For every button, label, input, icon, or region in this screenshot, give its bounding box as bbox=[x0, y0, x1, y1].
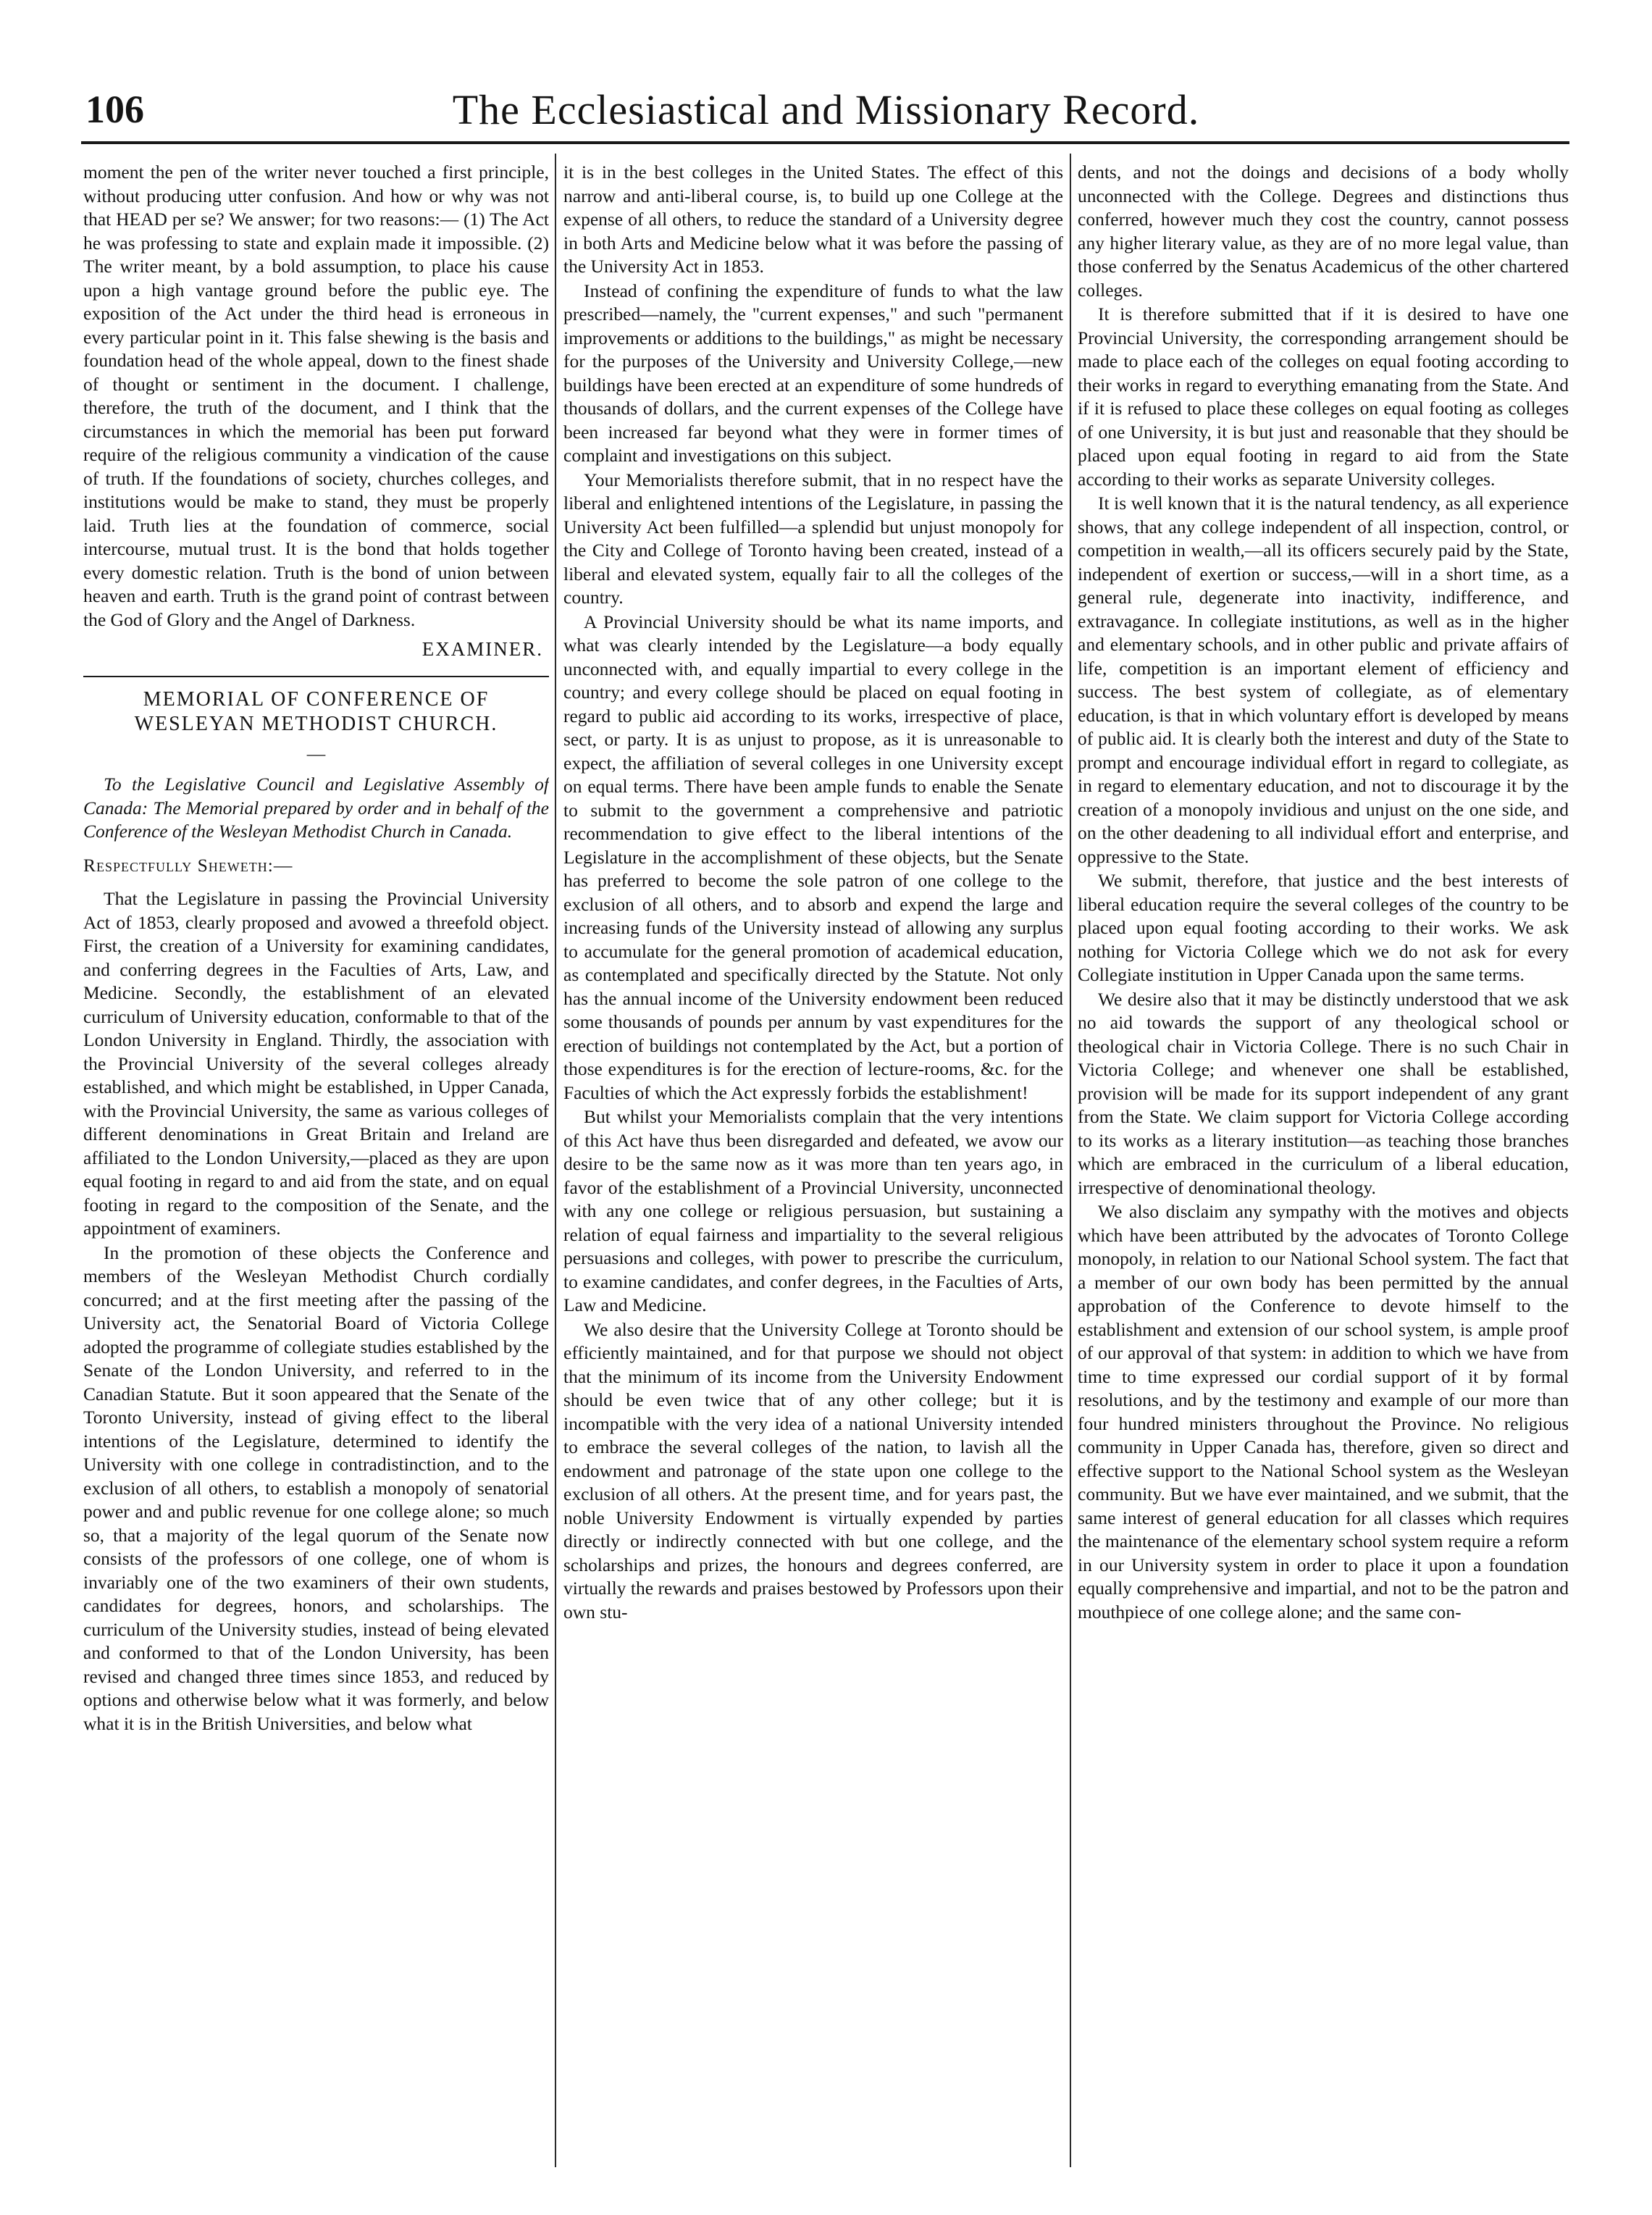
column-1 bbox=[83, 161, 549, 2153]
column-rule-left bbox=[555, 154, 556, 2167]
paragraph: Instead of confining the expenditure of funds to what the law prescribed—namely, the "current expenses," and such "permanent improvements or additions to the buildings," as might be necessary for the purposes of the University and University College,—new buildings have been erected at an expenditure of some hundreds of thousands of dollars, and the current expenses of the College have been increased far beyond what they were in former times of complaint and investigations on this subject. bbox=[563, 280, 1063, 466]
memorial-address: To the Legislative Council and Legislative Assembly of Canada: The Memorial prepared by order and in behalf of the Conference of the Wesleyan Methodist Church in Canada. bbox=[83, 774, 549, 842]
article-heading: MEMORIAL OF CONFERENCE OF WESLEYAN METHODIST CHURCH. bbox=[134, 687, 498, 735]
signature: EXAMINER. bbox=[422, 638, 543, 660]
running-title: The Ecclesiastical and Missionary Record. bbox=[452, 86, 1200, 133]
header-rule bbox=[81, 141, 1569, 144]
paragraph: That the Legislature in passing the Provincial University Act of 1853, clearly proposed and avowed a threefold object. First, the creation of a University for examining candidates, and conferring degrees in the Faculties of Arts, Law, and Medicine. Secondly, the establishment of an elevated curriculum of University education, conformable to that of the London University in England. Thirdly, the association with the Provincial University of the several colleges already established, and which might be established, in Upper Canada, with the Provincial University, the same as various colleges of different denominations in Great Britain and Ireland are affiliated to the London University,—placed as they are upon equal footing in regard to and aid from the state, and on equal footing in regard to the composition of the Senate, and the appointment of examiners. bbox=[83, 888, 549, 1239]
paragraph: We also disclaim any sympathy with the motives and objects which have been attributed by the advocates of Toronto College monopoly, in relation to our National School system. The fact that a member of our own body has been permitted by the annual approbation of the Conference to devote himself to the establishment and extension of our school system, is ample proof of our approval of that system: in addition to which we have from time to time expressed our cordial support of it by formal resolutions, and by the testimony and example of our more than four hundred ministers throughout the Province. No religious community in Upper Canada has, therefore, given so direct and effective support to the National School system as the Wesleyan community. But we have ever maintained, and we submit, that the same interest of general education for all classes which requires the maintenance of the elementary school system require a reform in our University system in order to place it upon a foundation equally comprehensive and impartial, and not to be the patron and mouthpiece of one college alone; and the same con- bbox=[1078, 1201, 1569, 1622]
paragraph: A Provincial University should be what its name imports, and what was clearly intended by the Legislature—a body equally unconnected with, and equally impartial to every college in the country; and every college should be placed on equal footing in regard to public aid according to its works, irrespective of place, sect, or party. It is as unjust to propose, as it is unreasonable to expect, the affiliation of several colleges in one University except on equal terms. There have been ample funds to enable the Senate to submit to the government a comprehensive and patriotic recommendation to give effect to the liberal intentions of the Legislature in the accomplishment of these objects, but the Senate has preferred to become the sole patron of one college to the exclusion of all others, and to absorb and expend the large and increasing funds of the University instead of allowing any surplus to accumulate for the general promotion of academical education, as contemplated and specifically directed by the Statute. Not only has the annual income of the University endowment been reduced some thousands of pounds per annum by vast expenditures for the erection of buildings not contemplated by the Act, but a portion of those expenditures is for the erection of lecture-rooms, &c. for the Faculties of which the Act expressly forbids the establishment! bbox=[563, 611, 1063, 1103]
paragraph: it is in the best colleges in the United States. The effect of this narrow and anti-liberal course, is, to build up one College at the expense of all others, to reduce the standard of a University degree in both Arts and Medicine below what it was before the passing of the University Act in 1853. bbox=[563, 162, 1063, 277]
column-3 bbox=[1078, 161, 1569, 2153]
paragraph: It is therefore submitted that if it is desired to have one Provincial University, the corresponding arrangement should be made to place each of the colleges on equal footing according to their works in regard to everything emanating from the State. And if it is refused to place these colleges on equal footing as colleges of one University, it is but just and reasonable that they should be placed upon equal footing in regard to aid from the State according to their works as separate University colleges. bbox=[1078, 303, 1569, 490]
paragraph: We submit, therefore, that justice and the best interests of liberal education require the several colleges of the country to be placed upon equal footing according to their works. We ask nothing for Victoria College which we do not ask for every Collegiate institution in Upper Canada upon the same terms. bbox=[1078, 870, 1569, 985]
paragraph: Your Memorialists therefore submit, that in no respect have the liberal and enlightened intentions of the Legislature, in passing the University Act been fulfilled—a splendid but unjust monopoly for the City and College of Toronto having been created, instead of a liberal and elevated system, equally fair to all the colleges of the country. bbox=[563, 469, 1063, 608]
paragraph: moment the pen of the writer never touched a first principle, without producing utter confusion. And how or why was not that HEAD per se? We answer; for two reasons:— (1) The Act he was professing to state and explain made it impossible. (2) The writer meant, by a bold assumption, to place his cause upon a high vantage ground before the public eye. The exposition of the Act under the third head is erroneous in every particular point in it. This false shewing is the basis and foundation head of the whole appeal, down to the finest shade of thought or sentiment in the document. I challenge, therefore, the truth of the document, and I think that the circumstances in which the memorial has been put forward require of the religious community a vindication of the cause of truth. If the foundations of society, churches colleges, and institutions would be make to stand, they must be properly laid. Truth lies at the foundation of commerce, social intercourse, mutual trust. It is the bond that holds together every domestic relation. Truth is the bond of union between heaven and earth. Truth is the grand point of contrast between the God of Glory and the Angel of Darkness. bbox=[83, 162, 549, 630]
column-rule-right bbox=[1070, 154, 1071, 2167]
paragraph: But whilst your Memorialists complain that the very intentions of this Act have thus been disregarded and defeated, we avow our desire to be the same now as it was more than ten years ago, in favor of the establishment of a Provincial University, unconnected with any one college or religious persuasion, but sustaining a relation of equal fairness and impartiality to the several religious persuasions and colleges, with power to prescribe the curriculum, to examine candidates, and confer degrees, in the Faculties of Arts, Law and Medicine. bbox=[563, 1106, 1063, 1315]
paragraph: We also desire that the University College at Toronto should be efficiently maintained, and for that purpose we should not object that the minimum of its income from the University Endowment should be even twice that of any other college; but it is incompatible with the very idea of a national University intended to embrace the several colleges of the nation, to lavish all the endowment and patronage of the state upon one college to the exclusion of all others. At the present time, and for years past, the noble University Endowment is virtually expended by parties directly or indirectly connected with but one college, and the scholarships and prizes, the honours and degrees conferred, are virtually the rewards and praises bestowed by Professors upon their own stu- bbox=[563, 1318, 1063, 1622]
paragraph: In the promotion of these objects the Conference and members of the Wesleyan Methodist Church cordially concurred; and at the first meeting after the passing of the University act, the Senatorial Board of Victoria College adopted the programme of collegiate studies established by the Senate of the London University, and referred to in the Canadian Statute. But it soon appeared that the Senate of the Toronto University, instead of giving effect to the liberal intentions of the Legislature, determined to identify the University with one college in contradistinction, and to the exclusion of all others, to establish a monopoly of senatorial power and and public revenue for one college alone; so much so, that a majority of the legal quorum of the Senate now consists of the professors of one college, one of whom is invariably one of the two examiners of their own students, candidates for degrees, honors, and scholarships. The curriculum of the University studies, instead of being elevated and conformed to that of the London University, has been revised and changed three times since 1853, and reduced by options and otherwise below what it was formerly, and below what it is in the British Universities, and below what bbox=[83, 1242, 549, 1734]
heading-dash: — bbox=[306, 742, 326, 764]
paragraph: We desire also that it may be distinctly understood that we ask no aid towards the support of any theological school or theological chair in Victoria College. There is no such Chair in Victoria College; and whenever one shall be established, provision will be made for its support independent of any grant from the State. We claim support for Victoria College according to its works as a literary institution—as teaching those branches which are embraced in the curriculum of a liberal education, irrespective of denominational theology. bbox=[1078, 988, 1569, 1198]
salutation: Respectfully Sheweth:— bbox=[83, 854, 293, 876]
paragraph: It is well known that it is the natural tendency, as all experience shows, that any college independent of all inspection, control, or competition in wealth,—all its officers securely paid by the State, independent of exertion or success,—will in a short time, as a general rule, degenerate into inactivity, indifference, and extravagance. In collegiate institutions, as well as in the higher and elementary schools, and in other public and private affairs of life, competition is an important element of efficiency and success. The best system of collegiate, as of elementary education, is that in which voluntary effort is developed by means of public aid. It is clearly both the interest and duty of the State to prompt and encourage individual effort in regard to collegiate, as in regard to elementary education, and not to discourage it by the creation of a monopoly invidious and unjust on the one side, and on the other deadening to all individual effort and enterprise, and oppressive to the State. bbox=[1078, 493, 1569, 867]
column-2 bbox=[563, 161, 1063, 2153]
page-number: 106 bbox=[85, 88, 144, 131]
paragraph: dents, and not the doings and decisions of a body wholly unconnected with the College. Degrees and distinctions thus conferred, however much they cost the country, cannot possess any higher literary value, as they are of no more legal value, than those conferred by the Senatus Academicus of the other chartered colleges. bbox=[1078, 162, 1569, 301]
article-divider bbox=[83, 676, 549, 677]
page-header bbox=[85, 78, 1567, 143]
